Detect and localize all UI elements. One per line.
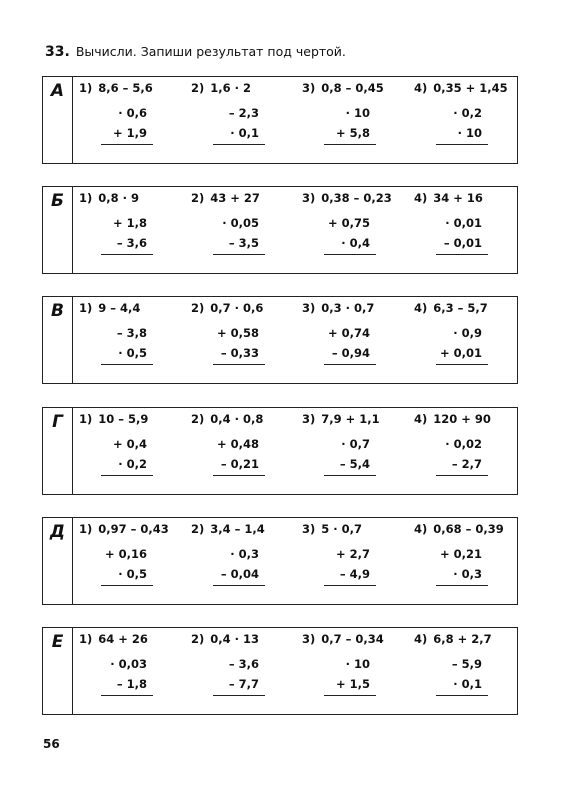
operation-step: · 0,2 [453,106,482,120]
operation-chain [444,213,482,253]
exercise-expression [302,81,384,95]
operation-chain [453,103,482,143]
operation-chain [105,544,147,584]
exercise-section [42,627,518,715]
answer-line[interactable] [213,144,265,145]
exercise [414,412,522,492]
exercise-start: 0,4 · 0,8 [210,412,264,426]
exercise-number: 1) [79,191,93,205]
exercise-number: 3) [302,81,316,95]
exercise-number: 1) [79,301,93,315]
exercise-number: 4) [414,412,428,426]
section-letter: А [43,77,73,163]
exercise-number: 4) [414,81,428,95]
operation-step: – 0,94 [331,346,370,360]
section-letter: Е [43,628,73,714]
exercise [191,522,299,602]
answer-line[interactable] [213,364,265,365]
exercise-start: 1,6 · 2 [210,81,252,95]
operation-step: – 3,5 [228,236,259,250]
answer-line[interactable] [101,254,153,255]
operation-chain [113,213,147,253]
exercise-section [42,296,518,384]
answer-line[interactable] [436,254,488,255]
task-number: 33. [45,44,70,60]
section-letter: Д [43,518,73,604]
operation-chain [452,654,482,694]
operation-step: + 0,58 [216,326,259,340]
exercise-start: 0,4 · 13 [210,632,260,646]
operation-chain [336,654,370,694]
exercise-expression [414,632,492,646]
operation-step: + 2,7 [335,547,370,561]
operation-step: · 0,3 [230,547,259,561]
operation-step: – 5,9 [451,657,482,671]
task-header [45,44,346,60]
task-instruction: Вычисли. Запиши результат под чертой. [75,44,346,59]
exercise-start: 64 + 26 [98,632,148,646]
operation-step: + 1,5 [335,677,370,691]
operation-step: · 0,02 [445,437,482,451]
exercise-expression [414,191,483,205]
operation-chain [229,103,259,143]
exercise-number: 4) [414,191,428,205]
answer-line[interactable] [101,364,153,365]
exercise-expression [191,301,263,315]
answer-line[interactable] [324,144,376,145]
operation-chain [336,103,370,143]
answer-line[interactable] [436,695,488,696]
answer-line[interactable] [324,364,376,365]
operation-step: · 10 [345,106,370,120]
operation-step: – 4,9 [339,567,370,581]
exercise-expression [191,81,251,95]
exercise [191,632,299,712]
operation-chain [336,544,370,584]
operation-step: · 0,2 [118,457,147,471]
exercise-expression [79,81,153,95]
exercise-start: 9 – 4,4 [98,301,141,315]
operation-chain [222,213,259,253]
operation-step: – 0,04 [220,567,259,581]
exercise-start: 0,97 – 0,43 [98,522,169,536]
exercise-expression [79,191,139,205]
operation-step: · 10 [345,657,370,671]
exercise [79,522,187,602]
exercise [302,191,410,271]
exercise-expression [414,522,504,536]
exercise-number: 2) [191,301,205,315]
operation-step: – 3,8 [116,326,147,340]
answer-line[interactable] [101,144,153,145]
exercise [302,81,410,161]
operation-chain [440,323,482,363]
exercise-number: 4) [414,522,428,536]
page-number: 56 [43,737,60,751]
answer-line[interactable] [436,475,488,476]
operation-step: · 0,3 [453,567,482,581]
exercise-start: 0,8 · 9 [98,191,140,205]
exercise [414,81,522,161]
operation-step: + 0,16 [104,547,147,561]
answer-line[interactable] [213,475,265,476]
exercise-start: 6,3 – 5,7 [433,301,488,315]
exercise [79,301,187,381]
exercise-section [42,407,518,495]
exercise [191,412,299,492]
exercise-section [42,517,518,605]
answer-line[interactable] [436,364,488,365]
exercise [414,191,522,271]
exercise-start: 0,3 · 0,7 [321,301,375,315]
exercise-start: 120 + 90 [433,412,491,426]
operation-chain [328,213,370,253]
exercise [414,301,522,381]
operation-step: – 3,6 [116,236,147,250]
exercise-section [42,186,518,274]
operation-step: – 1,8 [116,677,147,691]
exercise-number: 1) [79,412,93,426]
exercise-start: 6,8 + 2,7 [433,632,492,646]
exercise-expression [79,301,140,315]
operation-chain [113,103,147,143]
operation-chain [113,434,147,474]
exercise [191,191,299,271]
operation-step: – 0,33 [220,346,259,360]
operation-step: · 10 [457,126,482,140]
exercise-expression [191,412,263,426]
operation-step: + 0,21 [439,547,482,561]
exercise-expression [191,632,259,646]
operation-chain [217,323,259,363]
operation-chain [340,434,370,474]
operation-step: · 0,7 [341,437,370,451]
exercise [79,412,187,492]
operation-chain [217,434,259,474]
operation-chain [117,323,147,363]
answer-line[interactable] [324,695,376,696]
operation-step: · 0,5 [118,346,147,360]
operation-step: · 0,5 [118,567,147,581]
exercise-expression [191,191,260,205]
operation-step: · 0,03 [110,657,147,671]
exercise [79,632,187,712]
operation-chain [440,544,482,584]
exercise-expression [302,412,380,426]
exercise-expression [191,522,265,536]
exercise-start: 0,35 + 1,45 [433,81,508,95]
exercise-number: 2) [191,522,205,536]
section-letter: Г [43,408,73,494]
answer-line[interactable] [324,254,376,255]
operation-step: · 0,9 [453,326,482,340]
exercise-start: 34 + 16 [433,191,483,205]
answer-line[interactable] [213,585,265,586]
operation-chain [221,544,259,584]
exercise-number: 2) [191,412,205,426]
exercise-expression [302,301,374,315]
answer-line[interactable] [101,475,153,476]
exercise-number: 3) [302,412,316,426]
exercise [79,191,187,271]
operation-step: + 0,74 [327,326,370,340]
exercise-number: 4) [414,632,428,646]
exercise-expression [414,412,491,426]
operation-chain [445,434,482,474]
operation-step: + 0,01 [439,346,482,360]
exercise-expression [302,632,384,646]
operation-step: – 3,6 [228,657,259,671]
exercise-start: 0,7 · 0,6 [210,301,264,315]
operation-step: – 0,21 [220,457,259,471]
exercise-number: 3) [302,632,316,646]
exercise-section [42,76,518,164]
exercise-number: 2) [191,632,205,646]
operation-step: · 0,6 [118,106,147,120]
operation-step: – 0,01 [443,236,482,250]
exercise-start: 0,8 – 0,45 [321,81,384,95]
operation-step: + 5,8 [335,126,370,140]
exercise [414,632,522,712]
operation-step: + 0,48 [216,437,259,451]
operation-chain [110,654,147,694]
exercise-number: 1) [79,81,93,95]
exercise-number: 3) [302,522,316,536]
exercise-number: 3) [302,301,316,315]
exercise-start: 3,4 – 1,4 [210,522,265,536]
operation-step: + 0,75 [327,216,370,230]
exercise-number: 3) [302,191,316,205]
operation-step: · 0,1 [230,126,259,140]
answer-line[interactable] [101,585,153,586]
exercise-number: 4) [414,301,428,315]
exercise-start: 10 – 5,9 [98,412,149,426]
exercise-expression [79,522,169,536]
answer-line[interactable] [436,144,488,145]
exercise-start: 8,6 – 5,6 [98,81,153,95]
exercise-expression [414,81,508,95]
exercise-expression [414,301,488,315]
operation-step: + 1,8 [112,216,147,230]
exercise-expression [302,191,392,205]
exercise [302,632,410,712]
operation-step: + 1,9 [112,126,147,140]
exercise [79,81,187,161]
exercise [302,522,410,602]
operation-step: + 0,4 [112,437,147,451]
operation-chain [328,323,370,363]
operation-step: – 2,7 [451,457,482,471]
operation-step: · 0,4 [341,236,370,250]
exercise-number: 1) [79,522,93,536]
operation-step: – 2,3 [228,106,259,120]
exercise [191,301,299,381]
exercise-start: 5 · 0,7 [321,522,363,536]
answer-line[interactable] [324,475,376,476]
answer-line[interactable] [436,585,488,586]
exercise-start: 43 + 27 [210,191,260,205]
exercise-number: 1) [79,632,93,646]
operation-step: · 0,01 [445,216,482,230]
exercise-start: 0,68 – 0,39 [433,522,504,536]
exercise [414,522,522,602]
answer-line[interactable] [101,695,153,696]
exercise-start: 7,9 + 1,1 [321,412,380,426]
exercise [191,81,299,161]
section-letter: Б [43,187,73,273]
exercise-start: 0,7 – 0,34 [321,632,384,646]
answer-line[interactable] [213,695,265,696]
operation-step: · 0,1 [453,677,482,691]
operation-step: – 5,4 [339,457,370,471]
exercise [302,301,410,381]
operation-step: – 7,7 [228,677,259,691]
exercise [302,412,410,492]
exercise-number: 2) [191,81,205,95]
exercise-expression [302,522,362,536]
exercise-expression [79,632,148,646]
operation-step: · 0,05 [222,216,259,230]
exercise-start: 0,38 – 0,23 [321,191,392,205]
exercise-expression [79,412,148,426]
answer-line[interactable] [213,254,265,255]
operation-chain [229,654,259,694]
answer-line[interactable] [324,585,376,586]
section-letter: В [43,297,73,383]
exercise-number: 2) [191,191,205,205]
